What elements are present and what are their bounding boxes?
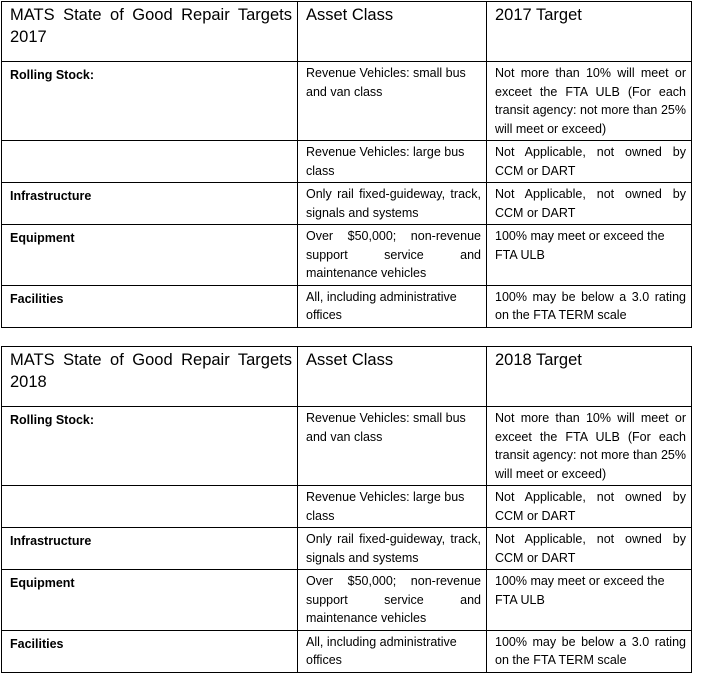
table-row-rolling-stock-small bbox=[2, 62, 692, 141]
asset-class-cell: Only rail fixed-guideway, track, signals and systems bbox=[298, 528, 487, 570]
asset-class-cell: Revenue Vehicles: small bus and van class bbox=[298, 407, 487, 486]
target-cell: Not Applicable, not owned by CCM or DART bbox=[487, 528, 692, 570]
target-cell: Not more than 10% will meet or exceet the FTA ULB (For each transit agency: not more than 25% will meet or exceed) bbox=[487, 407, 692, 486]
target-cell: 100% may meet or exceed the FTA ULB bbox=[487, 225, 692, 286]
table-header-row bbox=[2, 347, 692, 407]
asset-class-cell: All, including administrative offices bbox=[298, 285, 487, 327]
asset-class-cell: Revenue Vehicles: large bus class bbox=[298, 141, 487, 183]
sgr-targets-2018-table bbox=[1, 346, 692, 673]
target-cell: Not more than 10% will meet or exceet the FTA ULB (For each transit agency: not more than 25% will meet or exceed) bbox=[487, 62, 692, 141]
asset-class-cell: Only rail fixed-guideway, track, signals and systems bbox=[298, 183, 487, 225]
table-row-rolling-stock-large bbox=[2, 141, 692, 183]
asset-class-cell: Over $50,000; non-revenue support service and maintenance vehicles bbox=[298, 570, 487, 631]
table-row-rolling-stock-small bbox=[2, 407, 692, 486]
target-cell: 100% may meet or exceed the FTA ULB bbox=[487, 570, 692, 631]
asset-class-cell: Over $50,000; non-revenue support service and maintenance vehicles bbox=[298, 225, 487, 286]
category-cell: Equipment bbox=[2, 225, 298, 286]
target-header: 2018 Target bbox=[487, 347, 692, 407]
target-header: 2017 Target bbox=[487, 2, 692, 62]
table-row-equipment bbox=[2, 225, 692, 286]
table-row-infrastructure bbox=[2, 528, 692, 570]
sgr-targets-2017-table bbox=[1, 1, 692, 328]
asset-class-header: Asset Class bbox=[298, 347, 487, 407]
table-row-equipment bbox=[2, 570, 692, 631]
table-row-facilities bbox=[2, 630, 692, 672]
category-cell: Facilities bbox=[2, 285, 298, 327]
target-cell: Not Applicable, not owned by CCM or DART bbox=[487, 486, 692, 528]
category-cell: Facilities bbox=[2, 630, 298, 672]
table-title: MATS State of Good Repair Targets 2017 bbox=[2, 2, 298, 62]
target-cell: Not Applicable, not owned by CCM or DART bbox=[487, 141, 692, 183]
asset-class-cell: All, including administrative offices bbox=[298, 630, 487, 672]
table-header-row bbox=[2, 2, 692, 62]
table-row-infrastructure bbox=[2, 183, 692, 225]
category-cell bbox=[2, 141, 298, 183]
target-cell: Not Applicable, not owned by CCM or DART bbox=[487, 183, 692, 225]
asset-class-cell: Revenue Vehicles: large bus class bbox=[298, 486, 487, 528]
category-cell: Infrastructure bbox=[2, 183, 298, 225]
table-title: MATS State of Good Repair Targets 2018 bbox=[2, 347, 298, 407]
table-row-rolling-stock-large bbox=[2, 486, 692, 528]
category-cell: Rolling Stock: bbox=[2, 62, 298, 141]
target-cell: 100% may be below a 3.0 rating on the FTA TERM scale bbox=[487, 285, 692, 327]
table-row-facilities bbox=[2, 285, 692, 327]
asset-class-header: Asset Class bbox=[298, 2, 487, 62]
category-cell: Equipment bbox=[2, 570, 298, 631]
target-cell: 100% may be below a 3.0 rating on the FTA TERM scale bbox=[487, 630, 692, 672]
category-cell: Infrastructure bbox=[2, 528, 298, 570]
category-cell: Rolling Stock: bbox=[2, 407, 298, 486]
asset-class-cell: Revenue Vehicles: small bus and van class bbox=[298, 62, 487, 141]
category-cell bbox=[2, 486, 298, 528]
